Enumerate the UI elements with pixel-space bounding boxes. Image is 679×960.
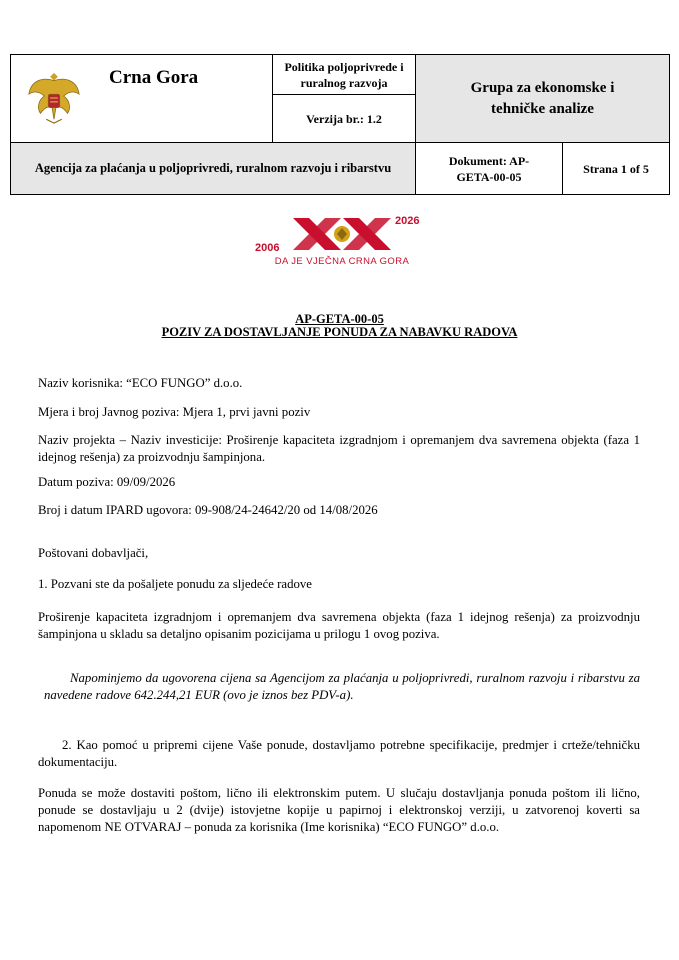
policy-line-2: ruralnog razvoja: [300, 75, 388, 90]
project-name: Naziv projekta – Naziv investicije: Proširenje kapaciteta izgradnjom i opremanjem dva savremena objekta (faza 1 idejnog rešenja) za proizvodnju šampinjona.: [38, 433, 640, 464]
policy-line-1: Politika poljoprivrede i: [284, 59, 404, 74]
price-note: Napominjemo da ugovorena cijena sa Agencijom za plaćanja u poljoprivredi, ruralnom razvoju i ribarstvu za navedene radove 642.244,21 EUR (ovo je iznos bez PDV-a).: [44, 671, 640, 702]
document-title: POZIV ZA DOSTAVLJANJE PONUDA ZA NABAVKU RADOVA: [161, 325, 518, 339]
logo-year-end: 2026: [395, 215, 420, 227]
version-cell: Verzija br.: 1.2: [273, 95, 416, 143]
submission-info: Ponuda se može dostaviti poštom, lično ili elektronskim putem. U slučaju dostavljanja ponuda poštom ili lično, ponude se dostavljaju u 2 (dvije) istovjetne kopije u papirnoj i elektronskoj verziji, u zatvorenoj koverti sa napomenom NE OTVARAJ – ponuda za korisnika (Ime korisnika) “ECO FUNGO” d.o.o.: [38, 786, 640, 834]
ipard-contract: Broj i datum IPARD ugovora: 09-908/24-24642/20 od 14/08/2026: [38, 503, 378, 517]
country-title: Crna Gora: [109, 67, 199, 88]
logo-year-start: 2006: [255, 242, 280, 254]
agency-cell: Agencija za plaćanja u poljoprivredi, ruralnom razvoju i ribarstvu: [11, 143, 416, 195]
works-description: Proširenje kapaciteta izgradnjom i opremanjem dva savremena objekta (faza 1 idejnog rešenja) za proizvodnju šampinjona u skladu sa detaljno opisanim pozicijama u prilogu 1 ovog poziva.: [38, 610, 640, 641]
salutation: Poštovani dobavljači,: [38, 546, 149, 560]
policy-cell: [273, 55, 416, 95]
document-code: AP-GETA-00-05: [295, 312, 384, 326]
country-cell: [11, 55, 273, 143]
beneficiary-name: Naziv korisnika: “ECO FUNGO” d.o.o.: [38, 376, 243, 390]
coat-of-arms-icon: [25, 69, 83, 127]
page-cell: Strana 1 of 5: [563, 143, 670, 195]
header-table: [10, 54, 670, 195]
logo-slogan: DA JE VJEČNA CRNA GORA: [274, 256, 410, 267]
group-cell: [416, 55, 670, 143]
anniversary-logo: [253, 212, 431, 270]
section-2-text: 2. Kao pomoć u pripremi cijene Vaše ponude, dostavljamo potrebne specifikacije, predmjer i crteže/tehničku dokumentaciju.: [38, 738, 640, 769]
measure-info: Mjera i broj Javnog poziva: Mjera 1, prvi javni poziv: [38, 405, 311, 419]
section-1-heading: 1. Pozvani ste da pošaljete ponudu za sljedeće radove: [38, 577, 312, 591]
group-line-2: tehničke analize: [491, 100, 594, 117]
document-cell: Dokument: AP-GETA-00-05: [416, 143, 563, 195]
group-line-1: Grupa za ekonomske i: [470, 79, 615, 96]
invitation-date: Datum poziva: 09/09/2026: [38, 475, 176, 489]
